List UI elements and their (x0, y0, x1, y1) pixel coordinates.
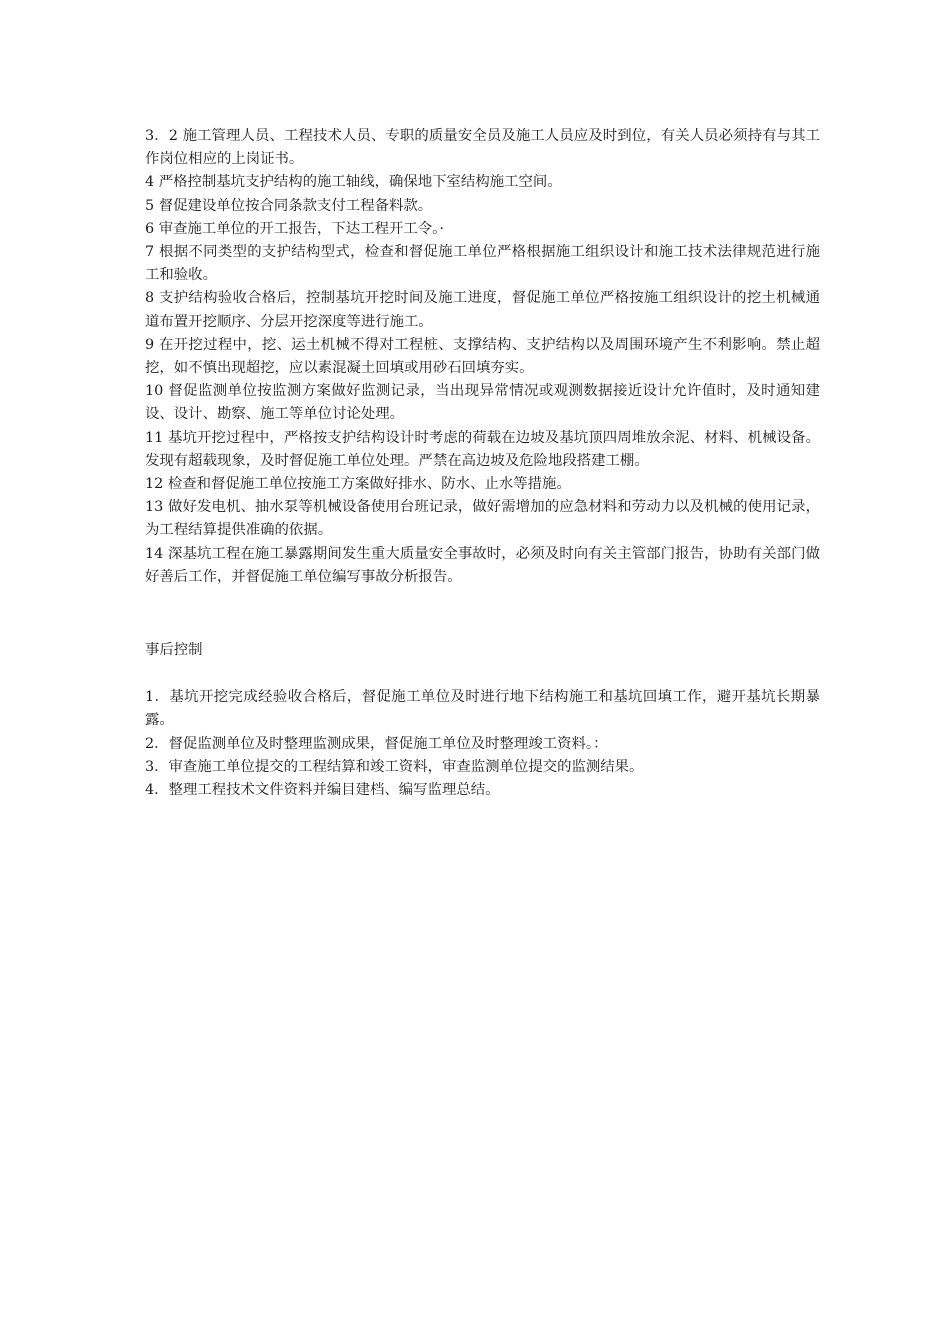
list-item: 4 严格控制基坑支护结构的施工轴线，确保地下室结构施工空间。 (145, 174, 562, 191)
list-item: 7 根据不同类型的支护结构型式，检查和督促施工单位严格根据施工组织设计和施工技术法律规范进行施工和验收。 (145, 244, 820, 284)
document-page (145, 125, 820, 802)
list-item: 4．整理工程技术文件资料并编目建档、编写监理总结。 (145, 782, 500, 799)
list-item: 11 基坑开挖过程中，严格按支护结构设计时考虑的荷载在边坡及基坑顶四周堆放余泥、材料、机械设备。发现有超载现象，及时督促施工单位处理。严禁在高边坡及危险地段搭建工棚。 (145, 429, 820, 469)
list-item: 2．督促监测单位及时整理监测成果，督促施工单位及时整理竣工资料。： (145, 735, 608, 752)
list-item: 13 做好发电机、抽水泵等机械设备使用台班记录，做好需增加的应急材料和劳动力以及机械的使用记录，为工程结算提供准确的依据。 (145, 499, 820, 539)
list-item: 3．审查施工单位提交的工程结算和竣工资料，审查监测单位提交的监测结果。 (145, 758, 644, 775)
list-item: 14 深基坑工程在施工暴露期间发生重大质量安全事故时，必须及时向有关主管部门报告，协助有关部门做好善后工作，并督促施工单位编写事故分析报告。 (145, 545, 820, 585)
spacer (145, 662, 820, 686)
list-item: 6 审查施工单位的开工报告，下达工程开工令。· (145, 220, 444, 237)
main-list (145, 125, 820, 589)
list-item: 3．2 施工管理人员、工程技术人员、专职的质量安全员及施工人员应及时到位，有关人员必须持有与其工作岗位相应的上岗证书。 (145, 128, 820, 168)
list-item: 8 支护结构验收合格后，控制基坑开挖时间及施工进度，督促施工单位严格按施工组织设计的挖土机械通道布置开挖顺序、分层开挖深度等进行施工。 (145, 290, 820, 330)
spacer (145, 589, 820, 639)
list-item: 12 检查和督促施工单位按施工方案做好排水、防水、止水等措施。 (145, 476, 571, 493)
list-item: 10 督促监测单位按监测方案做好监测记录，当出现异常情况或观测数据接近设计允许值时，及时通知建设、设计、勘察、施工等单位讨论处理。 (145, 383, 820, 423)
list-item: 1．基坑开挖完成经验收合格后，督促施工单位及时进行地下结构施工和基坑回填工作，避开基坑长期暴露。 (145, 689, 820, 729)
post-control-list (145, 686, 820, 802)
section-title: 事后控制 (145, 642, 203, 659)
list-item: 9 在开挖过程中，挖、运土机械不得对工程桩、支撑结构、支护结构以及周围环境产生不利影响。禁止超挖，如不慎出现超挖，应以素混凝土回填或用砂石回填夯实。 (145, 336, 820, 377)
list-item: 5 督促建设单位按合同条款支付工程备料款。 (145, 197, 433, 214)
